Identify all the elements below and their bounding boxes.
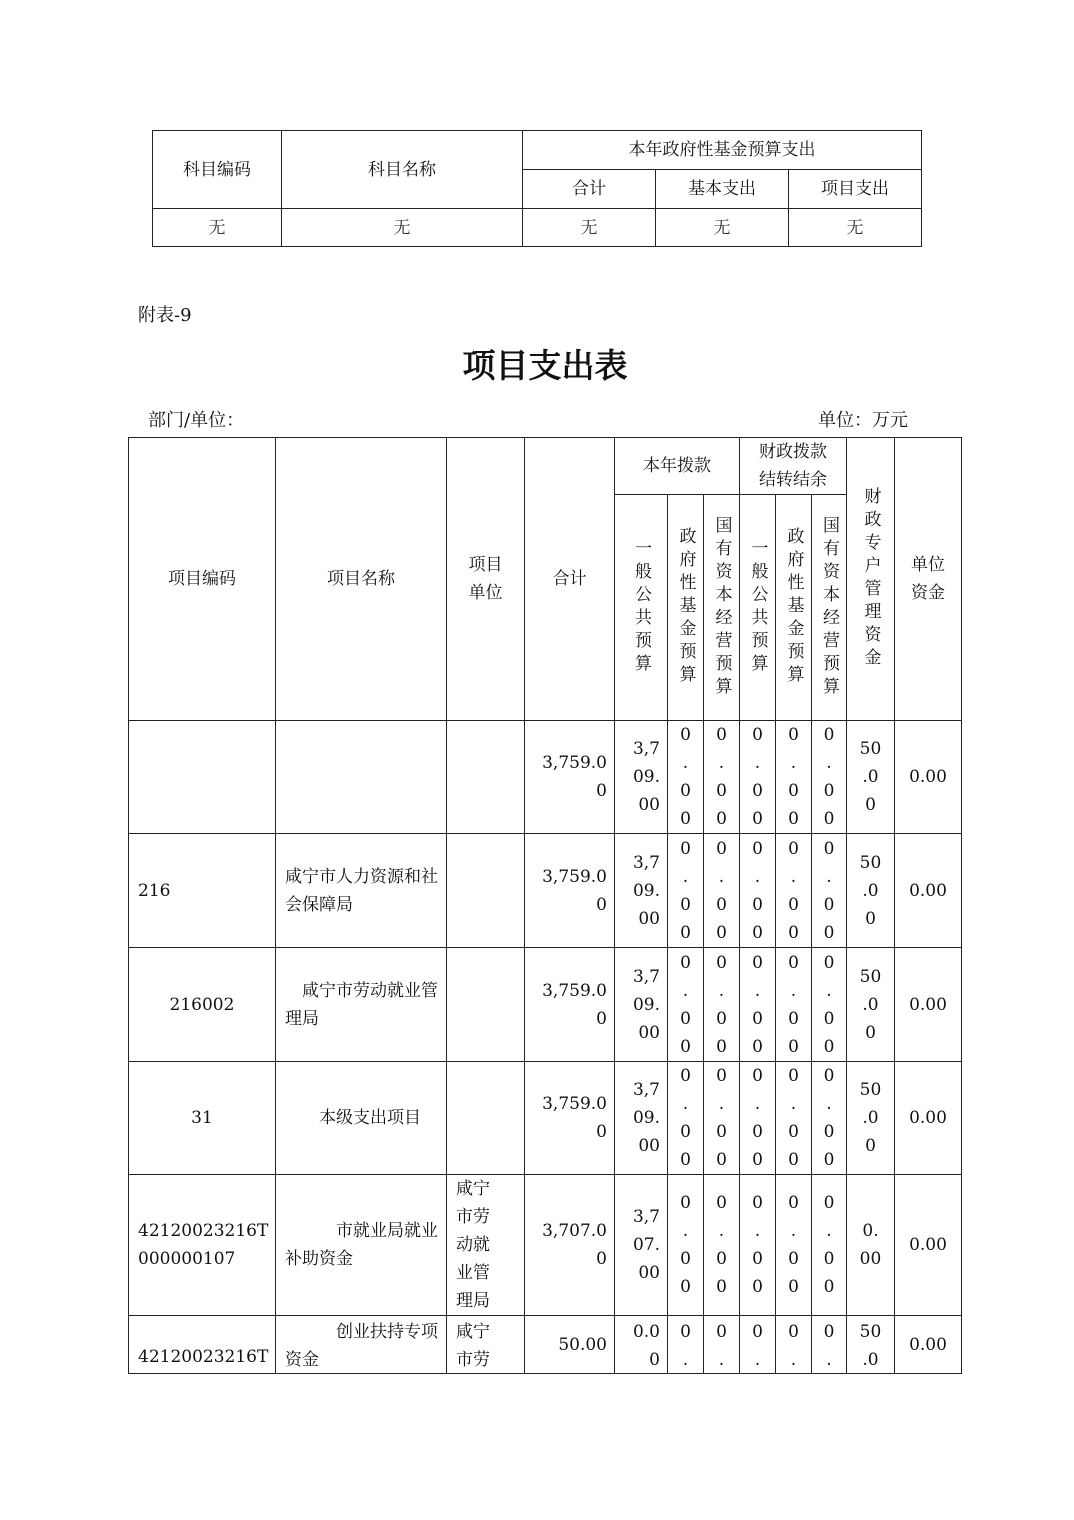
header-carryover-balance: 财政拨款 结转结余: [739, 437, 847, 495]
cell-project-code: [128, 720, 276, 834]
header-project-name: 项目名称: [275, 437, 447, 721]
cell-project-unit: [446, 833, 525, 948]
cell-carryover-general-public: 0 . 0 0: [739, 1174, 776, 1316]
cell-gov-fund-budget: 0 . 0 0: [667, 1174, 704, 1316]
cell-total: 3,759.0 0: [524, 1061, 615, 1175]
cell-special-account-funds: 50 .0: [846, 1315, 895, 1374]
cell-carryover-state-capital: 0 . 0 0: [811, 720, 847, 834]
cell-carryover-state-capital: 0 . 0 0: [811, 833, 847, 948]
cell-gov-fund-budget: 0 . 0 0: [667, 720, 704, 834]
header-subject-code: 科目编码: [152, 130, 282, 209]
cell-carryover-general-public: 0 . 0 0: [739, 833, 776, 948]
cell-special-account-funds: 50 .0 0: [846, 947, 895, 1062]
cell-gov-fund-budget: 0 . 0 0: [667, 833, 704, 948]
cell-project-name: 本级支出项目: [275, 1061, 447, 1175]
header-project-unit: 项目 单位: [446, 437, 525, 721]
header-state-capital-budget: 国有资本经营预算: [703, 494, 740, 721]
header-carryover-general-public-budget: 一般公共预算: [739, 494, 776, 721]
cell-project-unit: 咸宁 市劳 动就 业管 理局: [446, 1174, 525, 1316]
cell-carryover-gov-fund: 0 . 0 0: [775, 833, 812, 948]
cell-carryover-gov-fund: 0 . 0 0: [775, 947, 812, 1062]
cell-carryover-gov-fund: 0 . 0 0: [775, 1061, 812, 1175]
cell-state-capital-budget: 0 . 0 0: [703, 720, 740, 834]
cell-state-capital-budget: 0 .: [703, 1315, 740, 1374]
cell-project-name: 咸宁市劳动就业管理局: [275, 947, 447, 1062]
header-current-year-allocation: 本年拨款: [614, 437, 740, 495]
cell-project-unit: 咸宁 市劳: [446, 1315, 525, 1374]
cell-state-capital-budget: 0 . 0 0: [703, 833, 740, 948]
cell-carryover-gov-fund: 0 . 0 0: [775, 1174, 812, 1316]
cell-carryover-general-public: 0 . 0 0: [739, 1061, 776, 1175]
header-project-expenditure: 项目支出: [788, 169, 922, 209]
cell-carryover-state-capital: 0 . 0 0: [811, 947, 847, 1062]
cell-state-capital-budget: 0 . 0 0: [703, 1174, 740, 1316]
cell-project-name: [275, 720, 447, 834]
header-gov-fund-budget: 政府性基金预算: [667, 494, 704, 721]
header-subject-name: 科目名称: [281, 130, 523, 209]
table-cell-project: 无: [788, 208, 922, 247]
header-carryover-gov-fund-budget: 政府性基金预算: [775, 494, 812, 721]
cell-gov-fund-budget: 0 .: [667, 1315, 704, 1374]
cell-project-code: 216002: [128, 947, 276, 1062]
department-label: 部门/单位：: [148, 410, 245, 431]
cell-special-account-funds: 50 .0 0: [846, 833, 895, 948]
header-basic-expenditure: 基本支出: [655, 169, 789, 209]
cell-special-account-funds: 50 .0 0: [846, 1061, 895, 1175]
header-project-code: 项目编码: [128, 437, 276, 721]
header-carryover-state-capital-budget: 国有资本经营预算: [811, 494, 847, 721]
cell-general-public-budget: 3,7 09. 00: [614, 720, 668, 834]
header-fund-expenditure-group: 本年政府性基金预算支出: [522, 130, 922, 170]
cell-project-unit: [446, 947, 525, 1062]
cell-unit-funds: 0.00: [894, 947, 962, 1062]
table-cell-name: 无: [281, 208, 523, 247]
cell-project-code: 31: [128, 1061, 276, 1175]
header-special-account-funds: 财政专户管理资金: [846, 437, 895, 721]
cell-unit-funds: 0.00: [894, 833, 962, 948]
cell-gov-fund-budget: 0 . 0 0: [667, 1061, 704, 1175]
cell-general-public-budget: 3,7 09. 00: [614, 947, 668, 1062]
cell-total: 50.00: [524, 1315, 615, 1374]
cell-special-account-funds: 0. 00: [846, 1174, 895, 1316]
cell-unit-funds: 0.00: [894, 720, 962, 834]
cell-carryover-gov-fund: 0 . 0 0: [775, 720, 812, 834]
header-total: 合计: [524, 437, 615, 721]
header-total: 合计: [522, 169, 656, 209]
cell-total: 3,759.0 0: [524, 833, 615, 948]
cell-total: 3,707.0 0: [524, 1174, 615, 1316]
cell-total: 3,759.0 0: [524, 720, 615, 834]
currency-unit-label: 单位：万元: [818, 410, 908, 431]
cell-gov-fund-budget: 0 . 0 0: [667, 947, 704, 1062]
cell-carryover-general-public: 0 . 0 0: [739, 720, 776, 834]
cell-state-capital-budget: 0 . 0 0: [703, 947, 740, 1062]
cell-project-unit: [446, 720, 525, 834]
cell-carryover-general-public: 0 . 0 0: [739, 947, 776, 1062]
header-unit-funds: 单位 资金: [894, 437, 962, 721]
cell-carryover-gov-fund: 0 .: [775, 1315, 812, 1374]
cell-general-public-budget: 3,7 07. 00: [614, 1174, 668, 1316]
cell-project-code: 216: [128, 833, 276, 948]
cell-general-public-budget: 3,7 09. 00: [614, 1061, 668, 1175]
cell-special-account-funds: 50 .0 0: [846, 720, 895, 834]
cell-unit-funds: 0.00: [894, 1061, 962, 1175]
cell-general-public-budget: 3,7 09. 00: [614, 833, 668, 948]
attachment-label: 附表-9: [138, 305, 192, 326]
cell-carryover-state-capital: 0 . 0 0: [811, 1061, 847, 1175]
cell-project-unit: [446, 1061, 525, 1175]
page-title: 项目支出表: [462, 346, 628, 385]
cell-carryover-state-capital: 0 . 0 0: [811, 1174, 847, 1316]
cell-unit-funds: 0.00: [894, 1315, 962, 1374]
cell-total: 3,759.0 0: [524, 947, 615, 1062]
cell-carryover-state-capital: 0 .: [811, 1315, 847, 1374]
table-cell-basic: 无: [655, 208, 789, 247]
cell-general-public-budget: 0.0 0: [614, 1315, 668, 1374]
table-cell-code: 无: [152, 208, 282, 247]
cell-project-code: 42120023216T: [128, 1315, 276, 1374]
cell-project-name: 市就业局就业补助资金: [275, 1174, 447, 1316]
cell-project-name: 咸宁市人力资源和社会保障局: [275, 833, 447, 948]
cell-unit-funds: 0.00: [894, 1174, 962, 1316]
cell-project-code: 42120023216T 000000107: [128, 1174, 276, 1316]
table-cell-total: 无: [522, 208, 656, 247]
cell-state-capital-budget: 0 . 0 0: [703, 1061, 740, 1175]
cell-project-name: 创业扶持专项资金: [275, 1315, 447, 1374]
header-general-public-budget: 一般公共预算: [614, 494, 668, 721]
cell-carryover-general-public: 0 .: [739, 1315, 776, 1374]
